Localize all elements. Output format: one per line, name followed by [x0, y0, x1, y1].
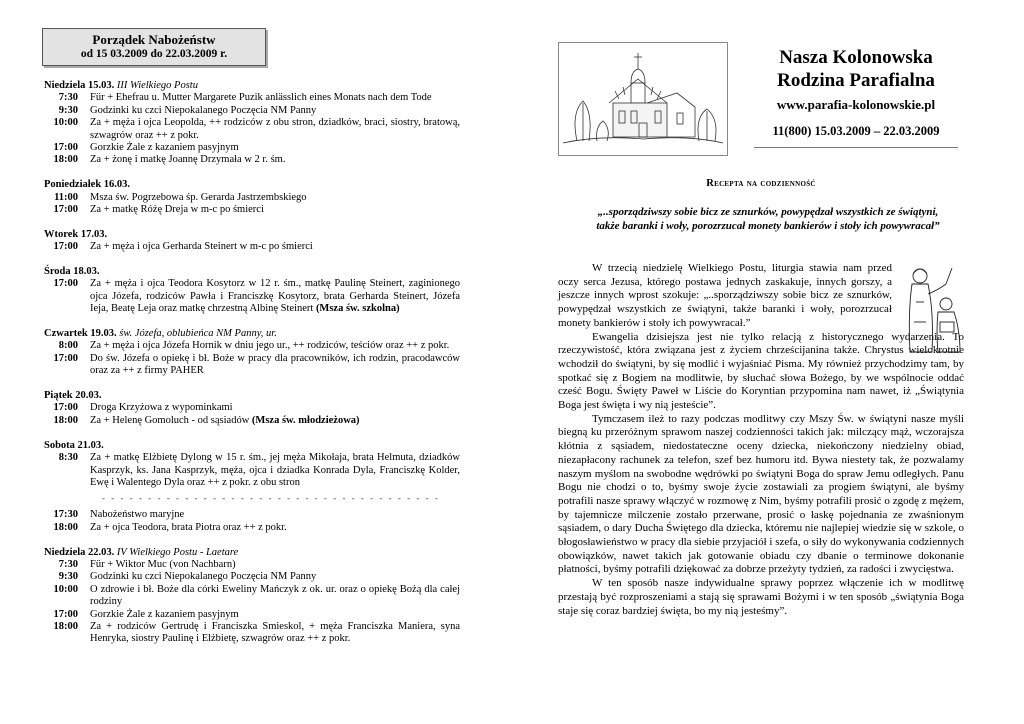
mass-intention [90, 415, 460, 427]
schedule-row [44, 522, 460, 534]
mass-time: 9:30 [58, 571, 78, 583]
mass-time: 11:00 [54, 191, 78, 203]
schedule-row [44, 559, 460, 571]
section-title: Recepta na codzienność [706, 178, 816, 189]
mass-intention [90, 559, 460, 571]
article-paragraph-3: Tymczasem ileż to razy podczas modlitwy czy Mszy Św. w świątyni nasze myśli biegną ku przeróżnym sprawom naszej codzienności takich jak: milczący mąż, wczorajsza kłótnia z sąsiadem, niedostateczne oceny dziecka, niekończony niedzielny obiad, niezapłacony rachunek za telefon, szef bez humoru itd. Bywa niestety tak, że pozwalamy naszym myślom na swobodne wędrówki po świątyni Boga do spraw Jemu odległych. Panu Bogu nie chodzi o to, byśmy swoje życie zostawiali za progiem świątyni, ale byśmy potrafili nasze sprawy włączyć w rozmowę z Nim, byśmy potrafili prosić o zgodę z mężem, by tajemnicze milczenie zostało przerwane, prosić o łaskę pojednania ze zwaśnionym sąsiadem, o dary Ducha Świętego dla dziecka, któremu nie najlepiej wiedzie się w szkole, o błogosławieństwo w pracy dla siebie przyjaciół i szefa, o siły do wykonywania codziennych obowiązków, nawet takich jak gotowanie obiadu czy dbanie o terminowe dokonanie płatności, byśmy potrafili dziękować za dobrze przeżyty tydzień, za radości i zwycięstwa. [558, 412, 964, 576]
mass-intention [90, 509, 460, 521]
schedule-row [44, 340, 460, 352]
day-name: Poniedziałek 16.03. [44, 179, 131, 191]
intention-text: Nabożeństwo maryjne [90, 509, 185, 521]
mass-time: 17:00 [53, 402, 78, 414]
jesus-temple-illustration [902, 262, 964, 358]
gospel-quote: „..sporządziwszy sobie bicz ze sznurków, powypędzał wszystkich ze świątyni, także baranki i woły, porozrzucał monety bankierów i stoły ich powywracał” [596, 206, 940, 232]
day-name: Piątek 20.03. [44, 390, 102, 402]
schedule-row [44, 278, 460, 315]
schedule-dates: od 15 03.2009 do 22.03.2009 r. [80, 48, 228, 60]
mass-type-note: (Msza św. młodzieżowa) [251, 414, 360, 426]
intention-text: Für + Wiktor Muc (von Nachbarn) [90, 558, 236, 570]
mass-time: 17:00 [53, 352, 78, 364]
mass-time: 17:30 [53, 509, 78, 521]
mass-type-note: (Msza św. szkolna) [315, 303, 400, 315]
masthead [748, 46, 964, 148]
schedule-day [44, 80, 460, 167]
schedule-row [44, 105, 460, 117]
dashed-separator: - - - - - - - - - - - - - - - - - - - - - - - - - - - - - - - - - - - - - [102, 493, 440, 504]
issue-number: 11(800) 15.03.2009 – 22.03.2009 [772, 124, 940, 138]
schedule-title: Porządek Nabożeństw [92, 32, 216, 47]
mass-intention [90, 340, 460, 352]
article-paragraph-2: Ewangelia dzisiejsza jest nie tylko relacją z historycznego wydarzenia. To rzeczywistość, która związana jest z życiem chrześcijanina także. Chrystus wielokrotnie wchodził do świątyni, by się modlić i wyjaśniać Pisma. My również przychodzimy tam, by spotkać się z Bogiem na modlitwie, by słuchać słowa Bożego, by we wspólnocie oddać cześć Bogu. Święty Paweł w Liście do Koryntian przypomina nam nawet, iż „Świątynia Boga jest święta i wy nią jesteście”. [558, 330, 964, 412]
schedule-day [44, 547, 460, 646]
schedule-row [44, 204, 460, 216]
intention-text: Za + męża i ojca Gerharda Steinert w m-c po śmierci [90, 241, 313, 253]
intention-text: Za + męża i ojca Leopolda, ++ rodziców z obu stron, dziadków, braci, siostry, bratową, szwagrów oraz ++ z pokr. [90, 117, 460, 141]
schedule-row [44, 609, 460, 621]
intention-text: Za + matkę Elżbietę Dylong w 15 r. śm., jej męża Mikołaja, brata Helmuta, dziadków Kasprzyk, ks. Jana Kasprzyk, męża, ojca i dziadka Konrada Dyla, Franciszkę Kolder, Ewę i Walentego Dyla oraz ++ z pokr. z obu stron [90, 452, 460, 488]
intention-text: Für + Ehefrau u. Mutter Margarete Puzik anlässlich eines Monats nach dem Tode [90, 92, 432, 104]
schedule-day [44, 440, 460, 534]
mass-intention [90, 522, 460, 534]
parish-name-line2: Rodzina Parafialna [777, 70, 935, 91]
intention-text: Godzinki ku czci Niepokalanego Poczęcia NM Panny [90, 571, 317, 583]
day-name: Niedziela 22.03. [44, 546, 115, 558]
schedule-row [44, 154, 460, 166]
day-name: Wtorek 17.03. [44, 228, 108, 240]
intention-text: Za + matkę Różę Dreja w m-c po śmierci [90, 204, 264, 216]
schedule-row [44, 353, 460, 378]
schedule-row [44, 402, 460, 414]
schedule-row [44, 241, 460, 253]
schedule-row [44, 92, 460, 104]
mass-intention [90, 241, 460, 253]
intention-text: Za + męża i ojca Teodora Kosytorz w 12 r. śm., matkę Paulinę Steinert, zaginionego ojca Józefa, rodziców Pawła i Franciszkę Kosytorz, brata Gerharda Steinert, Józefa Ieja, Beatę Leja oraz matkę chrzestną Albinę Steinert [90, 278, 460, 315]
schedule-day [44, 328, 460, 378]
day-heading [44, 390, 460, 402]
article-paragraph-1: W trzecią niedzielę Wielkiego Postu, liturgia stawia nam przed oczy serca Jezusa, którego postawa jednych zaskakuje, innych gorszy, a jeszcze innych wprost szokuje: „..sporządziwszy sobie bicz ze sznurków, powypędzał wszystkich ze świątyni, także baranki i woły, porozrzucał monety bankierów i stoły ich powywracał.” [558, 262, 892, 329]
mass-intention [90, 192, 460, 204]
intention-text: Za + żonę i matkę Joannę Drzymała w 2 r. śm. [90, 154, 286, 166]
feast-name: IV Wielkiego Postu - Laetare [116, 546, 239, 558]
mass-time: 17:00 [53, 278, 78, 290]
mass-time: 17:00 [53, 142, 78, 154]
mass-time: 8:30 [58, 452, 78, 464]
masthead-rule [754, 147, 958, 148]
mass-time: 17:00 [53, 204, 78, 216]
intention-text: O zdrowie i bł. Boże dla córki Eweliny Mańczyk z ok. ur. oraz o opiekę Bożą dla całej rodziny [90, 583, 460, 608]
schedule-list [44, 80, 460, 646]
intention-text: Droga Krzyżowa z wypominkami [90, 402, 233, 414]
schedule-row [44, 415, 460, 427]
feast-name: św. Józefa, oblubieńca NM Panny, ur. [119, 328, 277, 340]
mass-time: 10:00 [53, 117, 78, 129]
intention-text: Za + męża i ojca Józefa Hornik w dniu jego ur., ++ rodziców, teściów oraz ++ z pokr. [90, 340, 450, 352]
mass-time: 8:00 [58, 340, 78, 352]
mass-time: 7:30 [58, 92, 78, 104]
mass-time: 18:00 [53, 620, 78, 632]
day-heading [44, 547, 460, 559]
schedule-column [44, 28, 460, 646]
intention-text: Gorzkie Żale z kazaniem pasyjnym [90, 142, 239, 154]
mass-intention [90, 571, 460, 583]
schedule-day [44, 266, 460, 316]
article-paragraph-4: W ten sposób nasze indywidualne sprawy poprzez włączenie ich w modlitwę przestają być rozproszeniami a stają się sprawami Bożymi i w ten sposób „świątynia Boga staje się coraz bardziej święta, bo my nią jesteśmy”. [558, 577, 964, 617]
feast-name: III Wielkiego Postu [116, 80, 198, 91]
schedule-row [44, 509, 460, 521]
day-heading [44, 179, 460, 191]
schedule-row [44, 571, 460, 583]
parish-name-line1: Nasza Kolonowska [779, 47, 933, 68]
mass-time: 17:00 [53, 608, 78, 620]
day-name: Czwartek 19.03. [44, 328, 117, 340]
mass-intention [90, 154, 460, 166]
day-heading [44, 80, 460, 92]
mass-intention [90, 204, 460, 216]
schedule-row [44, 621, 460, 646]
mass-intention [90, 609, 460, 621]
mass-intention [90, 105, 460, 117]
parish-website: www.parafia-kolonowskie.pl [776, 97, 936, 112]
intention-text: Godzinki ku czci Niepokalanego Poczęcia NM Panny [90, 104, 317, 116]
schedule-day [44, 229, 460, 254]
mass-time: 18:00 [53, 414, 78, 426]
intention-text: Za + ojca Teodora, brata Piotra oraz ++ z pokr. [90, 521, 287, 533]
mass-time: 17:00 [53, 241, 78, 253]
mass-intention [90, 92, 460, 104]
mass-time: 18:00 [53, 521, 78, 533]
schedule-row [44, 192, 460, 204]
day-heading [44, 266, 460, 278]
schedule-row [44, 452, 460, 489]
intention-text: Za + Helenę Gomoluch - od sąsiadów [90, 414, 250, 426]
day-heading [44, 328, 460, 340]
schedule-day [44, 179, 460, 216]
mass-intention [90, 402, 460, 414]
mass-intention [90, 621, 460, 646]
schedule-row [44, 584, 460, 609]
day-heading [44, 440, 460, 452]
schedule-title-box [42, 28, 266, 66]
schedule-row [44, 142, 460, 154]
mass-intention [90, 452, 460, 489]
intention-text: Gorzkie Żale z kazaniem pasyjnym [90, 608, 239, 620]
mass-time: 7:30 [58, 558, 78, 570]
mass-time: 18:00 [53, 154, 78, 166]
intention-text: Msza św. Pogrzebowa śp. Gerarda Jastrzembskiego [90, 191, 307, 203]
mass-intention [90, 353, 460, 378]
church-illustration [558, 42, 728, 156]
intention-text: Za + rodziców Gertrudę i Franciszka Smieskol, + męża Franciszka Maniera, syna Henryka, siostry Paulinę i Elżbietę, szwagrów oraz ++ z pokr. [90, 620, 460, 645]
mass-time: 9:30 [58, 104, 78, 116]
schedule-day [44, 390, 460, 427]
mass-time: 10:00 [53, 583, 78, 595]
mass-intention [90, 142, 460, 154]
day-name: Środa 18.03. [44, 266, 100, 278]
day-name: Niedziela 15.03. [44, 80, 115, 91]
mass-intention [90, 278, 460, 315]
mass-intention [90, 584, 460, 609]
day-heading [44, 229, 460, 241]
day-name: Sobota 21.03. [44, 439, 104, 451]
mass-intention [90, 117, 460, 142]
intention-text: Do św. Józefa o opiekę i bł. Boże w pracy dla pracowników, ich rodzin, pracodawców oraz za ++ z firmy PAHER [90, 352, 460, 377]
schedule-row [44, 117, 460, 142]
